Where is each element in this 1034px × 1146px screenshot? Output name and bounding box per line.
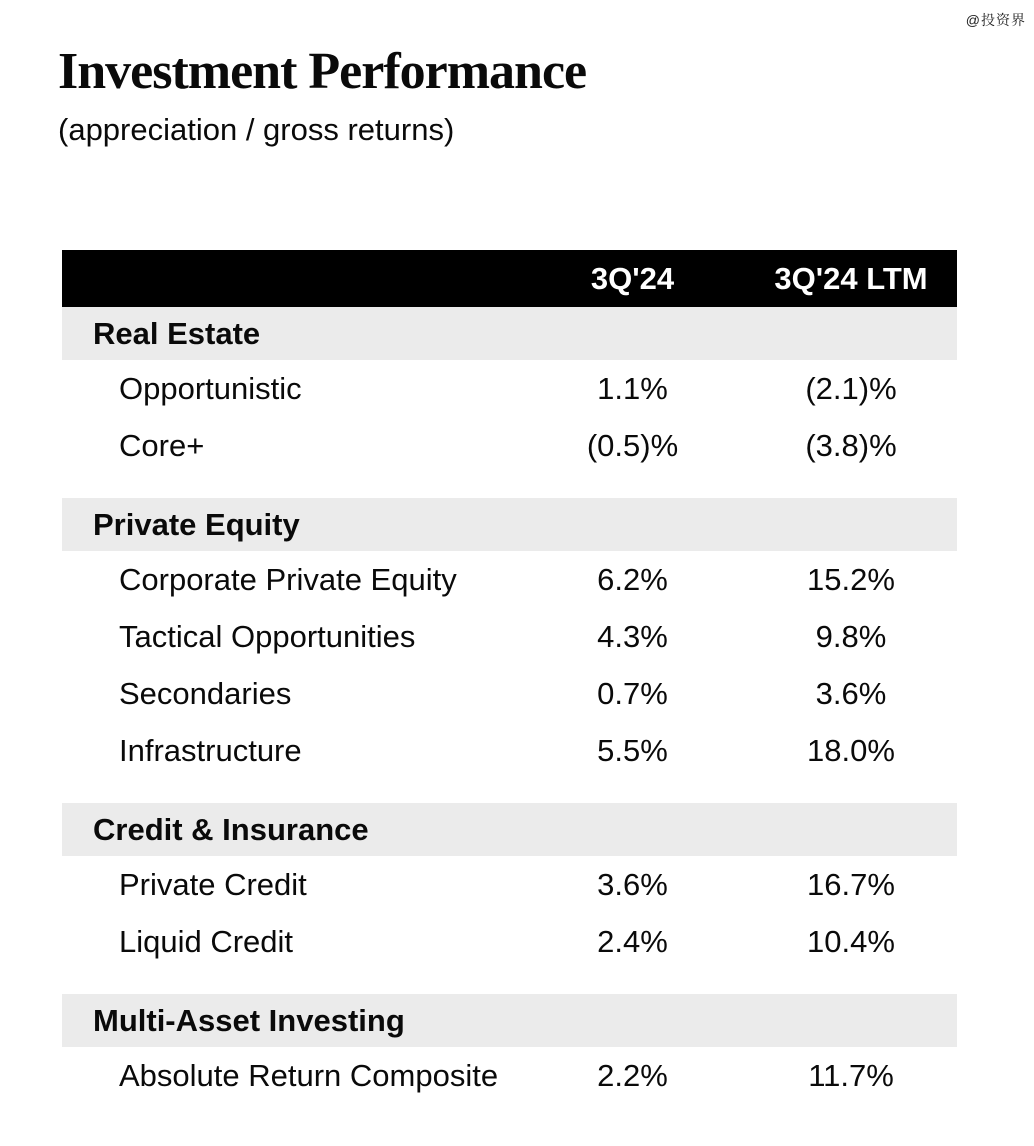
section-name: Real Estate [93,315,261,351]
section-spacer [62,779,957,803]
row-corporate-private-equity [62,551,957,608]
value-3q24: 3.6% [597,866,668,902]
row-label: Corporate Private Equity [119,561,457,597]
value-3q24: (0.5)% [586,427,679,463]
section-spacer [62,474,957,498]
section-header-real-estate [62,307,957,360]
row-tactical-opportunities [62,608,957,665]
section-spacer [62,970,957,994]
row-private-credit [62,856,957,913]
value-3q24-ltm: (3.8)% [805,427,897,463]
row-liquid-credit [62,913,957,970]
section-header-private-equity [62,498,957,551]
value-3q24-ltm: (2.1)% [805,370,897,406]
row-label: Tactical Opportunities [119,618,416,654]
row-label: Infrastructure [119,732,302,768]
row-core-plus [62,417,957,474]
section-header-multi-asset-investing [62,994,957,1047]
page-title: Investment Performance [58,43,587,100]
row-opportunistic [62,360,957,417]
value-3q24: 6.2% [597,561,668,597]
value-3q24: 1.1% [597,370,668,406]
value-3q24-ltm: 18.0% [807,732,895,768]
row-label: Liquid Credit [119,923,294,959]
value-3q24-ltm: 3.6% [815,675,887,711]
row-label: Opportunistic [119,370,302,406]
value-3q24: 2.4% [597,923,668,959]
performance-table [62,250,957,1104]
value-3q24-ltm: 16.7% [807,866,895,902]
row-secondaries [62,665,957,722]
section-name: Multi-Asset Investing [93,1002,405,1038]
page-subtitle: (appreciation / gross returns) [58,112,455,147]
table-header-row [62,250,957,307]
value-3q24: 5.5% [597,732,668,768]
value-3q24-ltm: 11.7% [808,1057,894,1093]
row-label: Core+ [119,427,205,463]
row-absolute-return-composite [62,1047,957,1104]
row-infrastructure [62,722,957,779]
row-label: Private Credit [119,866,307,902]
column-header-3q24-ltm: 3Q'24 LTM [774,260,928,296]
value-3q24-ltm: 10.4% [807,923,895,959]
column-header-3q24: 3Q'24 [590,260,675,296]
section-header-credit-insurance [62,803,957,856]
section-name: Private Equity [93,506,300,542]
watermark: @投资界 [965,12,1026,28]
value-3q24: 0.7% [597,675,668,711]
row-label: Absolute Return Composite [119,1057,499,1093]
value-3q24: 2.2% [597,1057,668,1093]
section-name: Credit & Insurance [93,811,369,847]
value-3q24: 4.3% [597,618,668,654]
value-3q24-ltm: 15.2% [807,561,895,597]
value-3q24-ltm: 9.8% [815,618,887,654]
row-label: Secondaries [119,675,292,711]
